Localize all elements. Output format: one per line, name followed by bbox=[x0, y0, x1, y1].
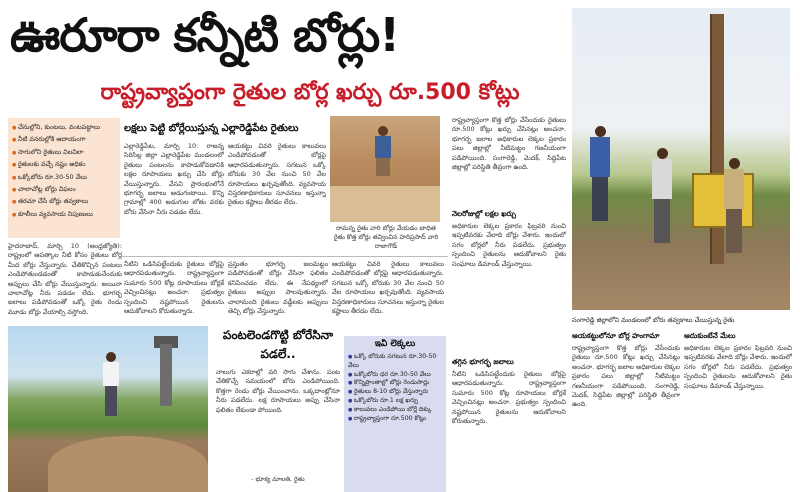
highlight-item: ● సాగులోని రైతులు విలవిలా bbox=[12, 147, 116, 159]
stats-item: ● కొన్నిప్రాంతాల్లో బోర్లు రెండుసార్లు bbox=[348, 379, 442, 388]
body-column: రాష్ట్రవ్యాప్తంగా కొత్త బోర్లు వేసేందుకు రైతులు రూ.500 కోట్లు ఖర్చు చేసినట్లు అంచనా. భూగర్భ జలాల అధికారుల లెక్కల ప్రకారం పలు జిల్లాల్లో నీటిమట్టం గణనీయంగా పడిపోయింది. సంగారెడ్డి, మెదక్, సిద్దిపేట జిల్లాల్లో పరిస్థితి తీవ్రంగా ఉంది. bbox=[572, 344, 680, 409]
body-column: నాలుగు ఎకరాల్లో వరి సాగు చేశాను. పంట చేతికొచ్చే సమయంలో బోరు ఎండిపోయింది. కొత్తగా రెండు బోర్లు వేయించాను. ఒక్కదాంట్లోనూ నీరు పడలేదు. లక్ష రూపాయలు అప్పు చేసినా ఫలితం లేకుండా పోయింది. bbox=[216, 368, 340, 414]
highlight-item: ● తరచూ చేసే బోర్లు తవ్వకాలు bbox=[12, 196, 116, 208]
borewell-photo bbox=[572, 8, 790, 310]
body-column: ఆయకట్టు చివరి రైతులు కాలువలు ఎండిపోవడంతో బోర్లపై ఆధారపడుతున్నారు. సగటున ఒక్కో బోరుకు 30 వేల నుంచి 50 వేల రూపాయలు ఖర్చవుతోంది. వ్యవసాయ విస్తరణాధికారులు సూచనలు ఇస్తున్నా రైతుల కష్టాలు తీరడం లేదు. bbox=[332, 260, 444, 316]
body-column: ప్రస్తుతం భూగర్భ జలమట్టం పడిపోవడంతో బోర్లు వేసినా ఫలితం కనిపించడం లేదు. ఈ నేపథ్యంలో రైతులు అప్పుల పాలవుతున్నారు. చాలామంది రైతులు వడ్డీలకు అప్పులు తెచ్చి బోర్లు వేస్తున్నారు. bbox=[228, 260, 328, 316]
field-photo bbox=[8, 326, 208, 492]
highlight-item: ● కూలీలు వ్యవసాయ నిపుణులు bbox=[12, 209, 116, 221]
body-column: ఎల్లారెడ్డిపేట, మార్చి 10: రాజన్న సిరిసిల్ల జిల్లా ఎల్లారెడ్డిపేట మండలంలో రైతులు పంటలను కాపాడుకోవడానికి లక్షల రూపాయలు ఖర్చు చేసి బోర్లు వేయిస్తున్నారు. వేసవి ప్రారంభంలోనే భూగర్భ జలాలు అడుగంటాయి. కొన్ని గ్రామాల్లో 400 అడుగుల లోతు వరకు బోరు వేసినా నీరు పడడం లేదు. bbox=[124, 142, 224, 216]
body-column: ఆయకట్టు చివరి రైతులు కాలువలు ఎండిపోవడంతో బోర్లపై ఆధారపడుతున్నారు. సగటున ఒక్కో బోరుకు 30 వేల నుంచి 50 వేల రూపాయలు ఖర్చవుతోంది. వ్యవసాయ విస్తరణాధికారులు సూచనలు ఇస్తున్నా రైతుల కష్టాలు తీరడం లేదు. bbox=[228, 142, 326, 207]
highlight-item: ● చాలాచోట్ల బోర్లు విఫలం bbox=[12, 184, 116, 196]
highlight-item: ● రైతులకు వచ్చే నష్టం అధికం bbox=[12, 159, 116, 171]
main-photo-caption: సంగారెడ్డి జిల్లాలోని మండలంలో బోరు తవ్వకాలు చేయిస్తున్న రైతు bbox=[572, 316, 735, 324]
divider bbox=[122, 256, 448, 257]
body-column: అధికారుల లెక్కల ప్రకారం ఫిబ్రవరి నుంచి ఇప్పటివరకు వేలాది బోర్లు వేశారు. ఇందులో సగం బోర్లలో నీరు పడలేదు. ప్రభుత్వం స్పందించి రైతులను ఆదుకోవాలని రైతు సంఘాలు డిమాండ్ చేస్తున్నాయి. bbox=[684, 344, 792, 390]
photo-caption: రామన్న రైతు వారి బోర్లు వేయడం బాధిత రైతు కొత్త బోర్లు తవ్వించిన హరిప్రసాద్ వారి రాజాగౌడ్ bbox=[333, 224, 439, 250]
stats-item: ● కాలువలు ఎండిపోయి బోర్లే దిక్కు bbox=[348, 406, 442, 415]
stats-item: ● ఒక్కో బోరుకు సగటున రూ.30-50 వేలు bbox=[348, 353, 442, 371]
body-column: నీటిని ఒడిసిపట్టేందుకు రైతులు బోర్లపై ఆధారపడుతున్నారు. రాష్ట్రవ్యాప్తంగా సుమారు 500 కోట్ల రూపాయలు బోర్లకే వెచ్చించినట్లు అంచనా. ప్రభుత్వం స్పందించి నష్టపోయిన రైతులను ఆదుకోవాలని కోరుతున్నారు. bbox=[452, 370, 566, 426]
highlight-item: ● ఒక్కోబోరు రూ.30-50 వేలు bbox=[12, 172, 116, 184]
stats-item: ● ఒక్కోబోరు ధర రూ.30-50 వేలు bbox=[348, 371, 442, 380]
stats-box bbox=[344, 336, 446, 492]
sidebar-heading: లక్షలు పెట్టి బోర్లేయిస్తున్న ఎల్లారెడ్డిపేట రైతులు bbox=[124, 123, 299, 134]
box-heading: పంటలెండగొట్టి బోరేసినా పడలే.. bbox=[222, 328, 334, 361]
subheading: నెలరోజుల్లో లక్షల ఖర్చు bbox=[452, 209, 516, 218]
highlights-box bbox=[8, 118, 120, 238]
subheading: ఆదుకుంటేనే మేలు bbox=[684, 331, 736, 340]
body-column: అధికారుల లెక్కల ప్రకారం ఫిబ్రవరి నుంచి ఇప్పటివరకు వేలాది బోర్లు వేశారు. ఇందులో సగం బోర్లలో నీరు పడలేదు. ప్రభుత్వం స్పందించి రైతులను ఆదుకోవాలని రైతు సంఘాలు డిమాండ్ చేస్తున్నాయి. bbox=[452, 222, 566, 268]
subheading: ఆయకట్టులోనూ బోర్ల హంగామా bbox=[572, 331, 660, 340]
subheading: తగ్గిన భూగర్భ జలాలు bbox=[452, 357, 514, 366]
stats-item: ● రాష్ట్రవ్యాప్తంగా రూ.500 కోట్లు bbox=[348, 415, 442, 424]
stats-item: ● ఒక్కోబోరు రూ.1 లక్ష ఖర్చు bbox=[348, 397, 442, 406]
headline: ఊరూరా కన్నీటి బోర్లు! bbox=[10, 8, 400, 62]
body-column: రాష్ట్రవ్యాప్తంగా కొత్త బోర్లు వేసేందుకు రైతులు రూ.500 కోట్లు ఖర్చు చేసినట్లు అంచనా. భూగర్భ జలాల అధికారుల లెక్కల ప్రకారం పలు జిల్లాల్లో నీటిమట్టం గణనీయంగా పడిపోయింది. సంగారెడ్డి, మెదక్, సిద్దిపేట జిల్లాల్లో పరిస్థితి తీవ్రంగా ఉంది. bbox=[452, 116, 566, 172]
stats-item: ● రైతులు 8-10 బోర్లు వేస్తున్నారు bbox=[348, 388, 442, 397]
stats-title: ఇవీ లెక్కలు bbox=[374, 339, 416, 349]
subheadline: రాష్ట్రవ్యాప్తంగా రైతుల బోర్ల ఖర్చు రూ.500 కోట్లు bbox=[100, 80, 520, 105]
farmer-photo bbox=[330, 116, 440, 222]
body-column: హైదరాబాద్, మార్చి 10 (ఆంధ్రజ్యోతి): రాష్ట్రంలో ఆపత్కాల నీటి కోసం రైతులు బోర్ల మీద బోర్లు వేస్తున్నారు. చేతికొచ్చిన పంటలు ఎండిపోతుండడంతో కాపాడుకునేందుకు అప్పులు చేసి బోర్లు వేయిస్తున్నారు. అయినా చాలాచోట్ల నీరు పడడం లేదు. భూగర్భ జలాలు పడిపోవడంతో ఒక్కో రైతు రెండు మూడు బోర్లు వేయాల్సి వస్తోంది. bbox=[8, 242, 122, 316]
body-column: నీటిని ఒడిసిపట్టేందుకు రైతులు బోర్లపై ఆధారపడుతున్నారు. రాష్ట్రవ్యాప్తంగా సుమారు 500 కోట్ల రూపాయలు బోర్లకే వెచ్చించినట్లు అంచనా. ప్రభుత్వం స్పందించి నష్టపోయిన రైతులను ఆదుకోవాలని కోరుతున్నారు. bbox=[124, 260, 224, 316]
highlight-item: ● నీటి వనరుల్లోకి ఆదాయంగా bbox=[12, 134, 116, 146]
highlight-item: ● చేనుల్లోని, కుంటలు, వంటపట్టాలు bbox=[12, 122, 116, 134]
quote-author: - భూక్య మాలతి, రైతు bbox=[251, 476, 305, 483]
